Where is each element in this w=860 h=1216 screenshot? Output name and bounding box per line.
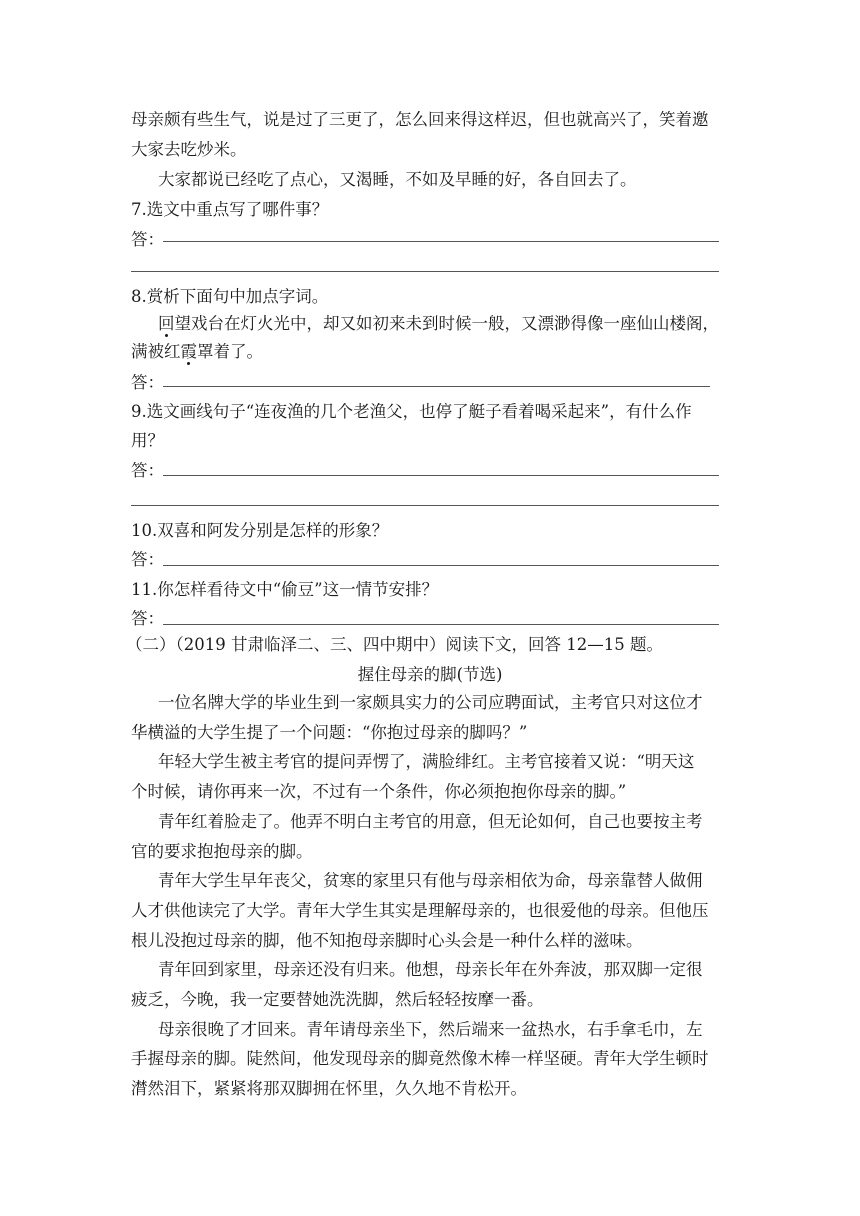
answer-label: 答：: [131, 461, 164, 480]
answer-label: 答：: [131, 609, 164, 628]
question-9: 9.选文画线句子“连夜渔的几个老渔父，也停了艇子看着喝采起来”，有什么作: [131, 402, 692, 421]
answer-line[interactable]: [131, 271, 719, 272]
answer-line[interactable]: [163, 624, 719, 625]
emphasis-dot-char: 霞: [180, 342, 197, 361]
question-9-cont: 用？: [131, 431, 164, 450]
answer-label: 答：: [131, 230, 164, 249]
article-line: 年轻大学生被主考官的提问弄愣了，满脸绯红。主考官接着又说：“明天这: [158, 752, 695, 771]
article-line: 个时候，请你再来一次，不过有一个条件，你必须抱抱你母亲的脚。”: [131, 782, 627, 801]
answer-line[interactable]: [163, 386, 710, 387]
answer-line[interactable]: [163, 475, 719, 476]
quote-line: [131, 341, 263, 363]
article-line: 青年大学生早年丧父，贫寒的家里只有他与母亲相依为命，母亲靠替人做佣: [158, 871, 703, 890]
quote-text: 望戏台在灯火光中，却又如初来未到时候一般，又漂渺得像一座仙山楼阁，: [174, 314, 719, 333]
article-line: 母亲很晚了才回来。青年请母亲坐下，然后端来一盆热水，右手拿毛巾，左: [158, 1020, 703, 1039]
question-8: 8.赏析下面句中加点字词。: [131, 287, 329, 306]
quote-text: 罩着了。: [197, 342, 263, 361]
answer-label: 答：: [131, 373, 164, 392]
article-line: 一位名牌大学的毕业生到一家颇具实力的公司应聘面试，主考官只对这位才: [158, 693, 703, 712]
passage-line: 大家去吃炒米。: [131, 140, 247, 159]
article-line: 根儿没抱过母亲的脚，他不知抱母亲脚时心头会是一种什么样的滋味。: [131, 931, 643, 950]
answer-label: 答：: [131, 550, 164, 569]
article-title: 握住母亲的脚(节选): [357, 665, 503, 684]
question-11: 11.你怎样看待文中“偷豆”这一情节安排？: [131, 580, 439, 599]
answer-line[interactable]: [131, 505, 719, 506]
article-line: 青年红着脸走了。他弄不明白主考官的用意，但无论如何，自己也要按主考: [158, 812, 703, 831]
answer-line[interactable]: [163, 565, 719, 566]
article-line: 疲乏，今晚，我一定要替她洗洗脚，然后轻轻按摩一番。: [131, 990, 544, 1009]
article-line: 华横溢的大学生提了一个问题：“你抱过母亲的脚吗？”: [131, 723, 528, 742]
question-10: 10.双喜和阿发分别是怎样的形象？: [131, 521, 389, 540]
article-line: 潸然泪下，紧紧将那双脚拥在怀里，久久地不肯松开。: [131, 1079, 527, 1098]
article-line: 人才供他读完了大学。青年大学生其实是理解母亲的，也很爱他的母亲。但他压: [131, 901, 709, 920]
emphasis-dot-char: 回: [158, 314, 175, 333]
section-header: （二）（2019 甘肃临泽二、三、四中期中）阅读下文，回答 12—15 题。: [126, 635, 663, 654]
quote-text: 满被红: [131, 342, 181, 361]
quote-line: [158, 313, 719, 335]
article-line: 手握母亲的脚。陡然间，他发现母亲的脚竟然像木棒一样坚硬。青年大学生顿时: [131, 1049, 709, 1068]
passage-line: 大家都说已经吃了点心，又渴睡，不如及早睡的好，各自回去了。: [158, 170, 637, 189]
article-line: 官的要求抱抱母亲的脚。: [131, 842, 313, 861]
passage-line: 母亲颇有些生气，说是过了三更了，怎么回来得这样迟，但也就高兴了，笑着邀: [131, 110, 709, 129]
question-7: 7.选文中重点写了哪件事？: [131, 200, 329, 219]
article-line: 青年回到家里，母亲还没有归来。他想，母亲长年在外奔波，那双脚一定很: [158, 960, 703, 979]
answer-line[interactable]: [163, 241, 719, 242]
